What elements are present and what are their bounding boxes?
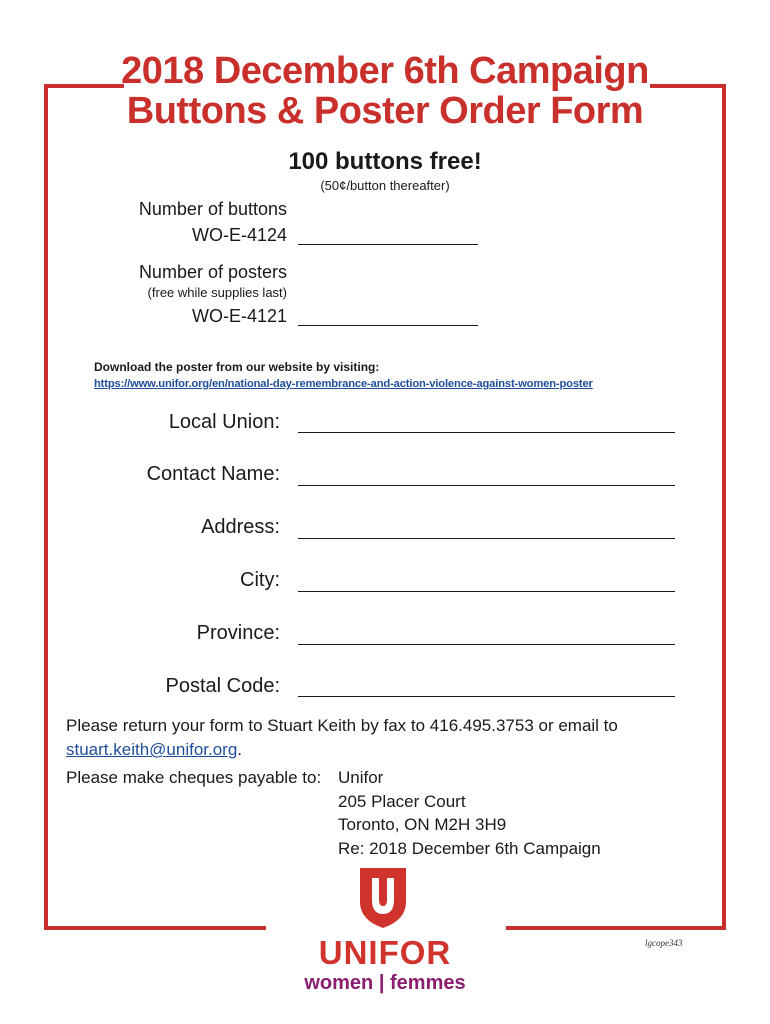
postal-code-field[interactable] <box>298 696 675 697</box>
cheques-reference: Re: 2018 December 6th Campaign <box>338 839 601 858</box>
free-offer-headline: 100 buttons free! <box>288 148 482 175</box>
frame-right <box>722 84 726 930</box>
buttons-label: Number of buttons <box>138 199 287 219</box>
tagline-women: women <box>304 972 374 994</box>
city-field[interactable] <box>298 591 675 592</box>
unifor-brand-name: UNIFOR <box>318 934 452 971</box>
posters-quantity-field[interactable] <box>298 325 478 326</box>
buttons-quantity-field[interactable] <box>298 244 478 245</box>
union-code-tag: lgcope343 <box>645 938 683 948</box>
unifor-shield-logo <box>358 866 408 930</box>
free-offer-note: (50¢/button thereafter) <box>320 178 450 193</box>
buttons-code: WO-E-4124 <box>191 225 287 245</box>
field-label-city: City: <box>240 569 280 591</box>
cheques-payee: Unifor <box>338 768 384 787</box>
page-title-line2: Buttons & Poster Order Form <box>126 90 644 132</box>
frame-left <box>44 84 48 930</box>
field-label-province: Province: <box>196 622 280 644</box>
return-email-link[interactable]: stuart.keith@unifor.org <box>66 740 238 759</box>
tagline-femmes: femmes <box>390 972 466 994</box>
cheques-label: Please make cheques payable to: <box>66 768 322 787</box>
local-union-field[interactable] <box>298 432 675 433</box>
posters-note: (free while supplies last) <box>147 285 287 300</box>
frame-bottom-left <box>44 926 266 930</box>
download-text: Download the poster from our website by visiting: <box>94 360 380 374</box>
cheques-street: 205 Placer Court <box>338 792 466 811</box>
posters-code: WO-E-4121 <box>191 306 287 326</box>
field-label-local-union: Local Union: <box>168 411 280 433</box>
cheques-city: Toronto, ON M2H 3H9 <box>338 815 507 834</box>
address-field[interactable] <box>298 538 675 539</box>
download-link[interactable]: https://www.unifor.org/en/national-day-remembrance-and-action-violence-against-women-poster <box>94 378 593 390</box>
province-field[interactable] <box>298 644 675 645</box>
return-info-email-line <box>66 740 242 760</box>
contact-name-field[interactable] <box>298 485 675 486</box>
field-label-contact-name: Contact Name: <box>146 463 280 485</box>
field-label-postal-code: Postal Code: <box>165 675 280 697</box>
tagline-separator: | <box>378 972 385 994</box>
page-title-line1: 2018 December 6th Campaign <box>121 50 649 92</box>
return-email-suffix: . <box>237 740 243 759</box>
return-info-text: Please return your form to Stuart Keith by fax to 416.495.3753 or email to <box>66 716 618 735</box>
posters-label: Number of posters <box>138 262 287 282</box>
field-label-address: Address: <box>201 516 280 538</box>
unifor-tagline <box>290 972 480 995</box>
frame-bottom-right <box>506 926 726 930</box>
